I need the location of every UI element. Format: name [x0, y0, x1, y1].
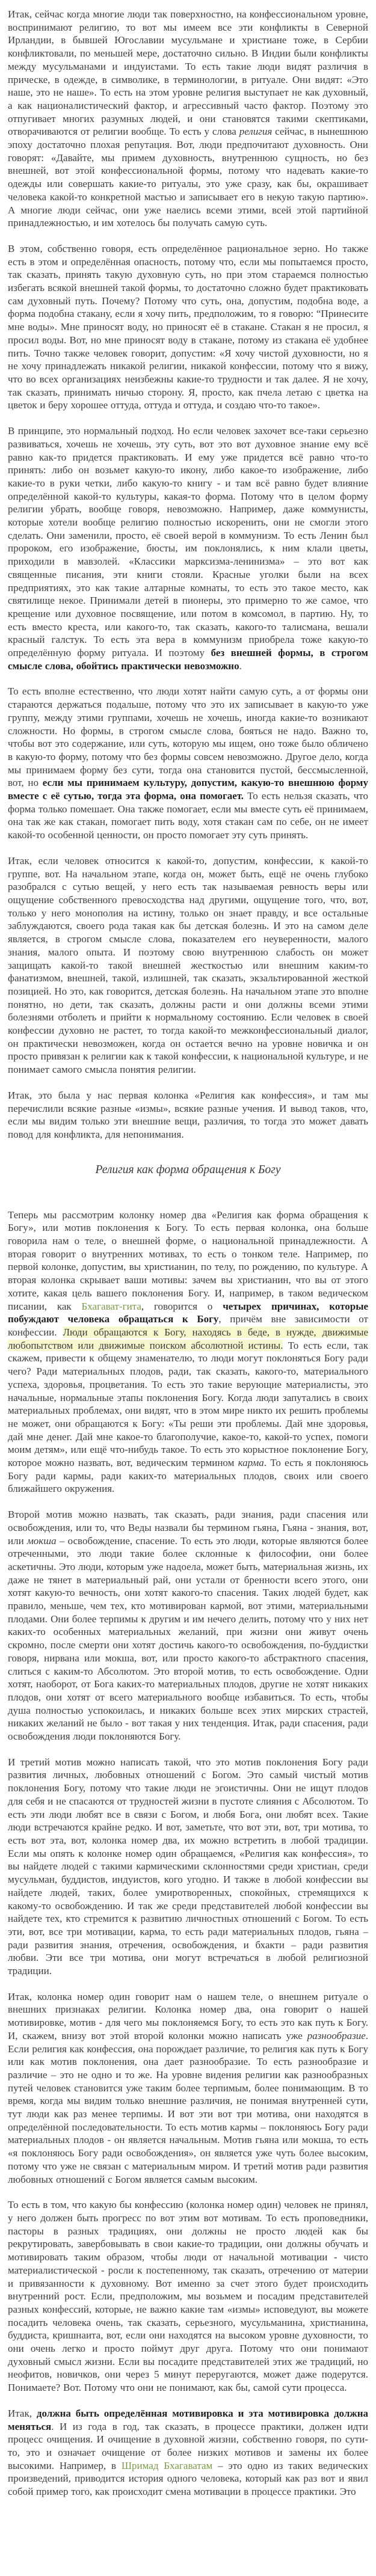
highlighted-text: Люди обращаются к Богу, находясь в беде, в нужде, движимые любопытством или движимые поиском абсолютной истины.: [8, 1326, 369, 1351]
italic-text: карма: [238, 1457, 264, 1469]
bold-text: четырех причинах, которые побуждают человека обращаться к Богу: [8, 1300, 369, 1325]
paragraph: [8, 1990, 368, 2186]
paragraph: [8, 1756, 368, 1978]
paragraph: [8, 1209, 368, 1495]
body-text: – освобождение, спасение. То есть это люди, которые являются более отреченными, это люди такие более склонные к философии, они более аскетичны. Это люди, которым уже надоела, может быть, материальная жизнь, их даже не тянет в материальный рай, они устали от бренности всего этого, они хотят какую-то вечность, они хотят какого-то спасения. Таких людей будет, как правило, меньше, чем тех, кто мотивирован кармой, вот этими, материальными плодами. Они более терпимы к другим и им нечего делить, потому что у них нет каких-то особенных материальных желаний, при жизни они живут очень скромно, после смерти они хотят достичь какого-то освобождения, по-буддистки говоря, нирвана или мокша, вот, или просто какого-то абстрактного спасения, слиться с каким-то Абсолютом. Это второй мотив, то есть освобождение. Одни хотят, наоборот, от Бога каких-то материальных плодов, другие не хотят никаких плодов, они хотят от всего материального вообще избавиться. То есть, чтобы душа полностью успокоилась, и никаких больше всех этих мирских страстей, никаких желаний не было - вот такая у них тенденция. Итак, ради спасения, ради освобождения люди поклоняются Богу.: [8, 1535, 368, 1743]
italic-text: мокша: [26, 1535, 57, 1547]
paragraph: [8, 2407, 368, 2498]
bold-text: без внешней формы, в строгом смысле слова, обойтись практически невозможно: [8, 647, 368, 672]
paragraph: [8, 1089, 368, 1141]
paragraph: [8, 425, 368, 672]
paragraph: [8, 685, 368, 841]
body-text: Итак, колонка номер один говорит нам о нашем теле, о внешнем ритуале о внешних признаках религии. Колонка номер два, она говорит о нашей мотивировке, мотив - для чего мы поклоняемся Богу, то есть это как путь к Богу. И, скажем, внизу вот этой второй колонки можно написать уже: [8, 1990, 368, 2041]
paragraph: [8, 2198, 368, 2394]
body-text: То есть вполне естественно, что люди хотят найти самую суть, а от формы они стараются держаться подальше, потому что это их записывает в какую-то уже группу, между этими группами, хочешь не хочешь, иногда какие-то возникают сложности. Но формы, в строгом смысле слова, бояться не надо. Важно то, чтобы вот это содержание, или суть, которую мы ищем, оно тоже было обличено в какую-то форму, потому что без формы совсем невозможно. Другое дело, когда мы принимаем форму без сути, тогда она становится пустой, бессмысленной, вот, но: [8, 685, 368, 789]
section-heading: Религия как форма обращения к Богу: [95, 1163, 281, 1176]
paragraph: [8, 242, 368, 412]
body-text: . Если религия как конфессия, она порождает различие, то религия как путь к Богу или как мотив поклонения, она дает разнообразие. То есть разнообразие и различие – это не одно и то же. На уровне видения религии как разнообразных путей человек становится уже таким более терпимым, более понимающим. В то время, когда мы видим только внешние различия, не понимая внутренней сути, тут люди как раз менее терпимы. И вот эти вот три мотива, они находятся в определённой последовательности. То есть мотив кармы – поклоняюсь Богу ради материальных плодов - он является начальным. Мотив гьяна или мокша, то есть «я поклоняюсь Богу ради освобождения», он является уже чуть более высоким, потому что уже не связан с материальным миром. И третий мотив ради развития любовных отношений с Богом является самым высоким.: [8, 2029, 368, 2185]
paragraph: [8, 854, 368, 1076]
paragraph: [8, 1508, 368, 1743]
body-text: И третий мотив можно написать такой, что это мотив поклонения Богу ради развития личных, любовных отношений с Богом. Это самый чистый мотив поклонения Богу, потому что такие люди не эгоистичны. Они не ищут плодов для себя и не спасаются от трудностей жизни в пустоте слияния с Абсолютом. То есть эти люди любят все в связи с Богом, и любя Бога, они любят всех. Такие люди встречаются крайне редко. И вот, заметьте, что вот эти, вот, три мотива, то есть вот эта, вот, колонка номер два, их можно встретить в любой традиции. Если мы опять к колонке номер один обращаемся, «Религия как конфессия», то вы найдете людей с такими кармическими склонностями среди христиан, среди мусульман, буддистов, индуистов, кого угодно. И также в любой конфессии вы найдете людей, таких, более умиротворенных, спокойных, стремящихся к какому-то освобождению. И так же среди представителей любой конфессии вы найдете тех, кто стремится к развитию личностных отношений с Богом. То есть эти, вот, все три мотивации, карма, то есть ради материальных плодов, гьяна – ради развития знания, отречения, освобождения, и бхакти – ради развития любви. Эти все три мотива, они могут встречаться в любой религиозной традиции.: [8, 1756, 368, 1977]
bold-text: должна быть определённая мотивировка и эта мотивировка должна меняться: [8, 2407, 368, 2432]
body-text: . То есть я поклоняюсь Богу ради кармы, ради каких-то материальных плодов, своих или своего ближайшего окружения.: [8, 1457, 368, 1495]
body-text: Теперь мы рассмотрим колонку номер два «Религия как форма обращения к Богу», или мотив поклонения к Богу. То есть первая колонка, она больше говорила нам о теле, о внешней форме, о национальной принадлежности. А вторая говорит о внутренних мотивах, то есть о тонком теле. Например, по первой колонке, допустим, вы христианин, по телу, по рождению, по культуре. А вторая колонка скрывает ваши мотивы: зачем вы христианин, что вы от этого хотите, какая цель вашего поклонения Богу. И, например, в таком ведическом писании, как: [8, 1209, 368, 1312]
body-text: сейчас, в нынешнюю эпоху достаточно плохая репутация. Вот, люди предпочитают духовность. Они говорят: «Давайте, мы примем духовность, внутреннюю сущность, но без внешней, вот этой конфессиональной формы, потому что надевать какие-то одежды или совершать какие-то ритуалы, это уже сразу, как бы, окрашивает человека какой-то конкретной мастью и записывает его в некую такую партию». А многие люди сейчас, они уже наелись всеми этими, всей этой партийной принадлежностью, и им хотелось бы получать самую суть.: [8, 126, 368, 229]
bold-text: если мы принимаем культуру, допустим, какую-то внешнюю форму вместе с её сутью, тогда эта форма, она помогает.: [8, 777, 368, 802]
srimad-bhagavatam-link[interactable]: Шримад Бхагаватам: [121, 2459, 213, 2471]
body-text: Итак, это была у нас первая колонка «Религия как конфессия», и там мы перечислили всякие разные «измы», всякие разные учения. И вывод таков, что, если мы видим только эти внешние вещи, различия, то тогда это может давать повод для конфликта, для непонимания.: [8, 1089, 368, 1140]
body-text: .: [239, 660, 242, 672]
body-text: – это одно из таких ведических произведений, приводится история одного человека, который как раз вот и явил собой пример того, как происходит смена мотивации в процессе практики. Это: [8, 2459, 368, 2498]
body-text: То есть если, так скажем, привести к общему знаменателю, то люди могут поклоняться Богу ради чего? Ради материальных плодов, ради, так сказать, какого-то, материального успеха, здоровья, процветания. То есть это такие верующие материалисты, это начальные, нормальные этапы поклонения Богу. Когда люди запутались в своих материальных проблемах, они видят, что в этом мире никто их решить проблемы не может, они обращаются к Богу: «Ты реши эти проблемы. Дай мне здоровья, дай мне денег. Дай мне какое-то благополучие, какое-то, какой-то успех, помоги моим детям», или ещё что-нибудь такое. То есть это корыстное поклонение Богу, которое можно назвать, вот, ведическим термином: [8, 1339, 368, 1469]
body-text: То есть в том, что какую бы конфессию (колонка номер один) человек не принял, у него должен быть прогресс по вот этим вот мотивам. То есть проповедники, пасторы в разных традициях, они должны не просто людей как бы рекрутировать, завербовывать в свои какие-то традиции, они должны обучать и мотивировать таким образом, чтобы люди от начальной мотивации - чисто материалистической - росли к постепенному, так сказать, отречению от материи и привязанности к духовному. Вот именно за счет этого будет происходить внутренний рост. Если, предположим, мы возьмем и посадим представителей разных конфессий, которые, не важно какие там «измы» исповедуют, вы можете посадить человека очень, так сказать, серьезного, мусульманина, христианина, буддиста, кришнаита, вот, если они находятся на высоком уровне духовности, то они очень легко и просто поймут друг друга. Потому что они понимают духовный смысл жизни. Если вы посадите представителей этих же традиций, но неофитов, новичков, они через 5 минут переругаются, может даже подерутся. Понимаете? Вот. Потому что они не понимают, как бы, самой сути процесса.: [8, 2199, 368, 2394]
body-text: Итак,: [8, 2407, 37, 2419]
body-text: , причём вне зависимости от конфессии.: [8, 1313, 368, 1338]
body-text: . И из года в год, так сказать, в процессе практики, должен идти процесс очищения. И очищение в духовной жизни, собственно говоря, по сути-то, это и означает очищение от более низких мотивов и замены их более высокими. Например, в: [8, 2420, 368, 2471]
bhagavad-gita-link[interactable]: Бхагават-гита: [81, 1300, 141, 1312]
body-text: Итак, сейчас когда многие люди так поверхностно, на конфессиональном уровне, воспринимают религию, то вот мы имеем все эти конфликты в Северной Ирландии, в бывшей Югославии мусульмане и христиане тоже, в Сербии конфликтовали, по меньшей мере, достаточно сильно. В Индии были конфликты между мусульманами и индуистами. То есть такие люди видят различия в прическе, в одежде, в символике, в терминологии, в ритуале. Они видят: «Это наше, это не наше». То есть на этом уровне религия выступает не как духовный, а как националистический фактор, и агрессивный часто фактор. Поэтому это отпугивает многих разумных людей, и они становятся такими скептиками, отворачиваются от религии вообще. То есть у слова: [8, 8, 368, 138]
italic-text: религия: [239, 126, 273, 138]
italic-text: разнообразие: [307, 2029, 366, 2041]
document: [8, 8, 368, 2498]
body-text: , говорится о: [141, 1300, 223, 1312]
body-text: В этом, собственно говоря, есть определённое рациональное зерно. Но также есть в этом и определённая опасность, потому что, если мы попытаемся просто, так сказать, принять такую духовную суть, но при этом стараемся полностью избегать всякой внешней такой формы, то достаточно сложно будет практиковать сам духовный путь. Почему? Потому что суть, она, допустим, подобна воде, а форма подобна стакану, если я хочу пить, предположим, то я говорю: “Принесите мне воды». Мне приносят воду, но приносят её в стакане. Стакан я не просил, я просил воды. Вот, но мне приносят воду в стакане, потому из стакана её удобнее пить. Точно также человек говорит, допустим: «Я хочу чистой духовности, но я не хочу принадлежать никакой религии, никакой конфессии, потому что я вижу, что во всех организациях неизбежны какие-то трудности и так далее. Я не хочу, так сказать, принимать ничью сторону. Я, просто, как пчела летаю с цветка на цветок и беру хорошее оттуда, оттуда и оттуда, и создаю что-то такое».: [8, 242, 368, 411]
body-text: В принципе, это нормальный подход. Но если человек захочет все-таки серьезно развиваться, хочешь не хочешь, эту суть, вот это вот духовное знание ему всё равно как-то придется практиковать. И ему уже придется всё равно что-то принять: либо он возьмет какую-то икону, либо какое-то изображение, либо какие-то в руки четки, либо какую-то книгу - и там всё равно будет влияние определённой какой-то культуры, какая-то форма. Потому что в целом форму религии убрать, вообще говоря, невозможно. Например, даже коммунисты, которые хотели вообще религию полностью искоренить, они не смогли этого сделать. Они заменили, просто, её своей верой в коммунизм. То есть Ленин был пророком, его изображение, бюсты, им поклонялись, к ним клали цветы, приходили в мавзолей. «Классики марксизма-ленинизма» – это вот как священные писания, эти книги стояли. Красные уголки были на всех предприятиях, это как такие алтарные комнаты, то есть это такое место, как святилище некое. Принимали детей в пионеры, это примерно то же самое, что крещение или духовное посвящение, или потом в комсомол, в партию. Ну, то есть вместо креста, или какого-то, так сказать, какого-то талисмана, вешали красный галстук. То есть эта вера в коммунизм приобрела тоже какую-то определённую форму ритуала. И поэтому: [8, 425, 368, 659]
body-text: Второй мотив можно назвать, так сказать, ради знания, ради спасения или освобождения, или то, что Веды назвали бы термином гьяна, Гьяна - знания, вот, или: [8, 1509, 368, 1547]
paragraph: [8, 8, 368, 230]
body-text: Итак, если человек относится к какой-то, допустим, конфессии, к какой-то группе, вот. На начальном этапе, когда он, может быть, ещё не очень глубоко разобрался с сутью вещей, у него есть так называемая ревность веры или ощущение собственного превосходства над другими, ощущение того, что, вот, только у него монополия на истину, только он знает правду, и все остальные заблуждаются, своего рода такая как бы детская болезнь. И это на самом деле является, в строгом смысле слова, показателем его неуверенности, малого знания, малого опыта. И поэтому свою внутреннюю слабость он может защищать какой-то такой внешней жесткостью или внешним каким-то фанатизмом, внешней, такой, излишней, так сказать, экзальтированной жесткой позицией. Но это, как говорится, детская болезнь. На начальном этапе это вполне понятно, но дети, так сказать, должны расти и они должны всеми этими болезнями отболеть и прийти к нормальному состоянию. Если человек в своей конфессии духовно не растет, то тогда какой-то межконфессиональный диалог, он практически невозможен, когда он остается вечно на уровне новичка и он просто привязан к религии как к такой конфессии, к национальной культуре, и не понимает самого смысла понятия религии.: [8, 854, 368, 1076]
body-text: То есть нельзя сказать, что форма только помешает. Она также помогает, если мы вместе суть её принимаем, она так же как стакан, помогает пить воду, хотя стакан сам по себе, он не имеет какой-то особенной ценности, он просто помогает эту суть принять.: [8, 790, 368, 841]
